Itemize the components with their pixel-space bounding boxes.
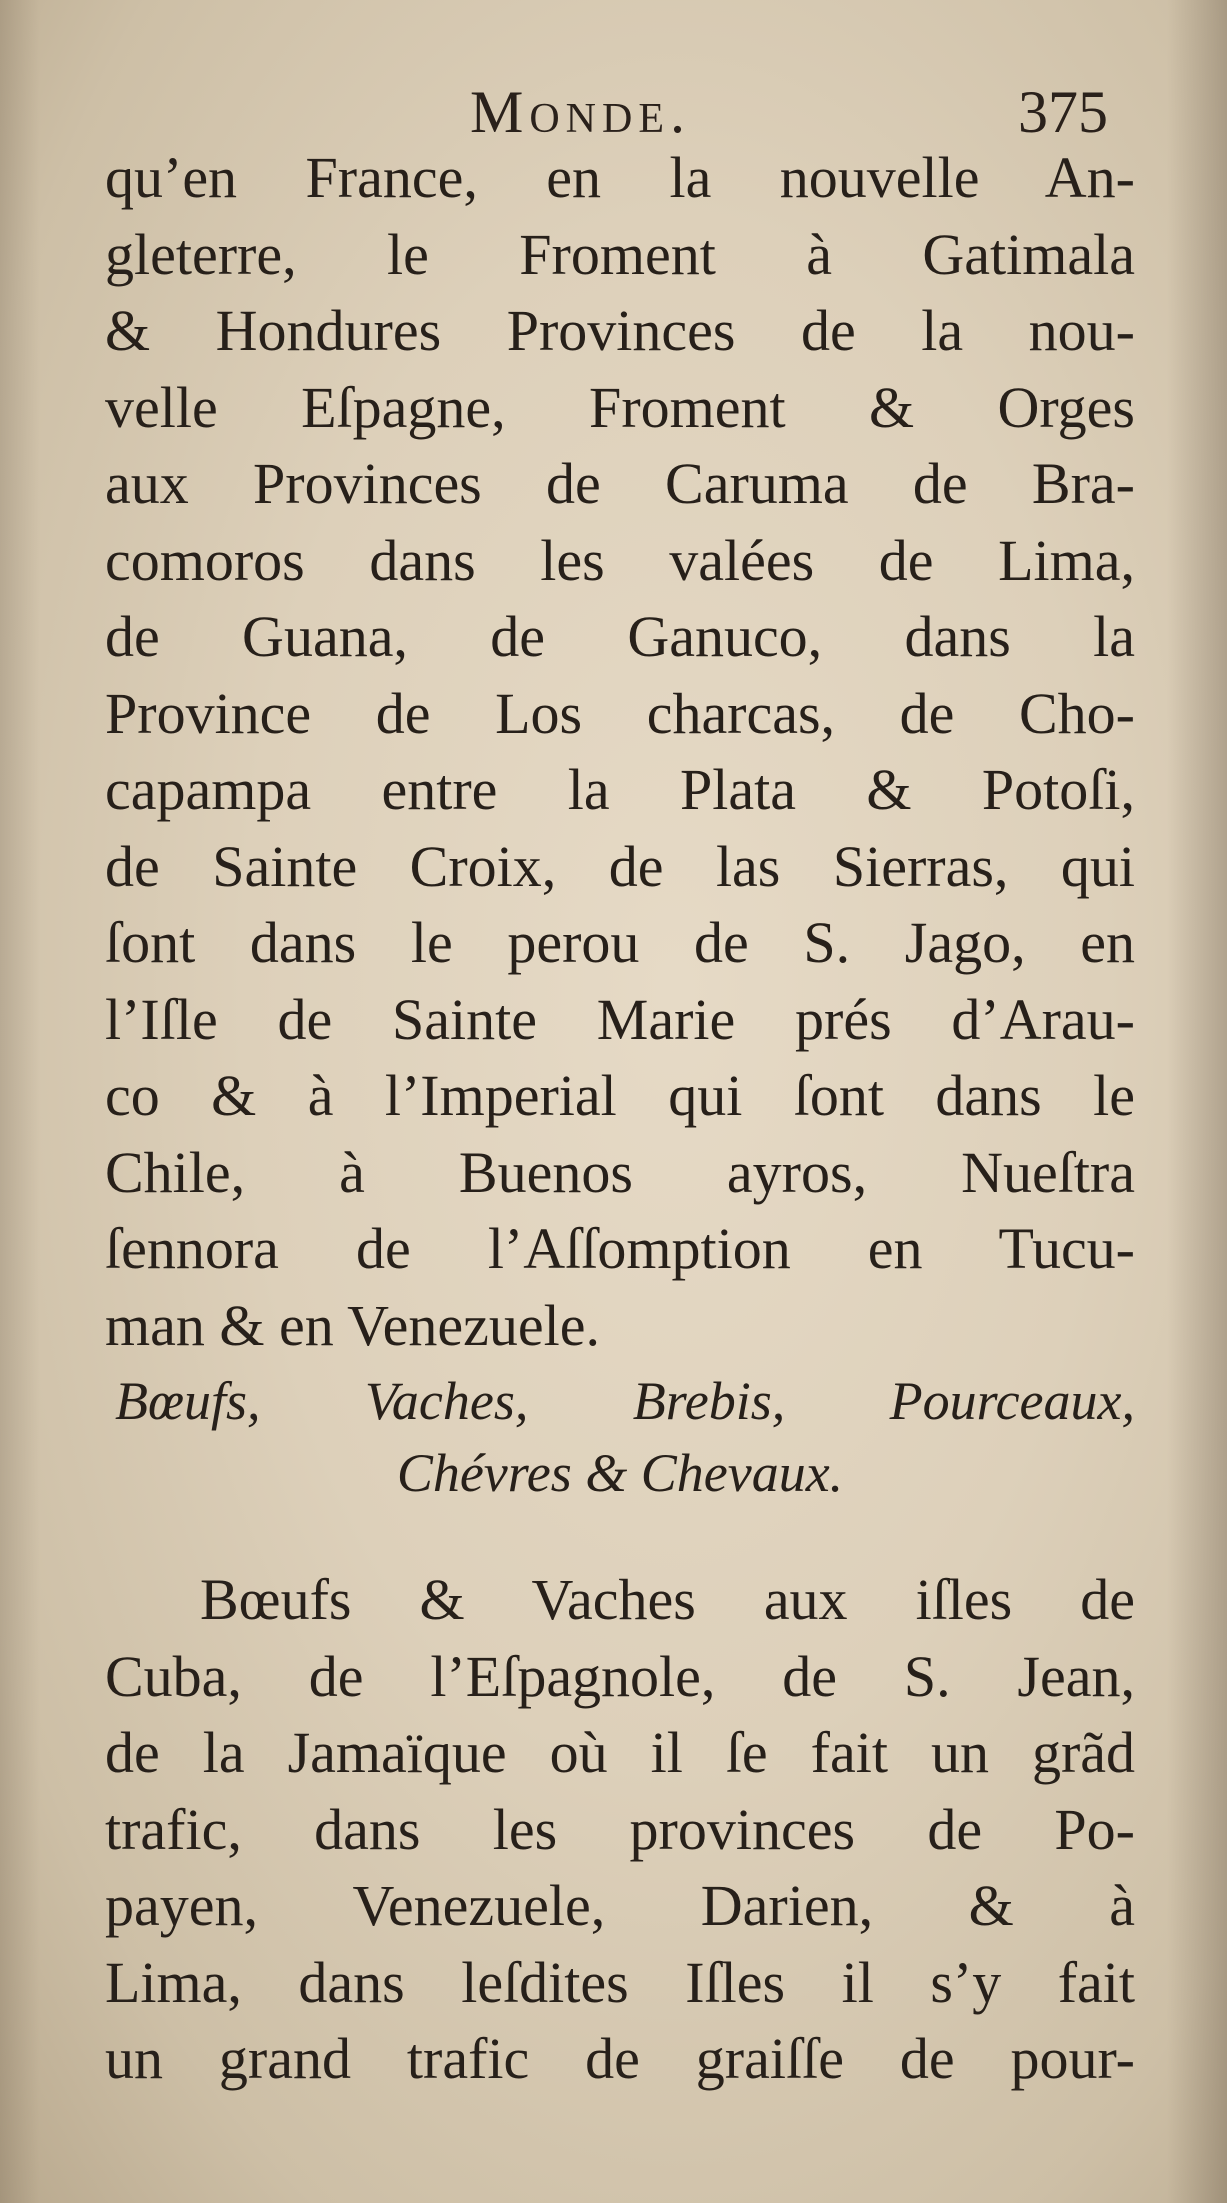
text-line: Cuba, de l’Eſpagnole, de S. Jean, — [105, 1643, 1135, 1709]
text-line: un grand trafic de graiſſe de pour- — [105, 2026, 1135, 2091]
text-line: man & en Venezuele. — [105, 1292, 600, 1358]
text-line: ſennora de l’Aſſomption en Tucu- — [105, 1216, 1135, 1281]
text-line: comoros dans les valées de Lima, — [105, 527, 1135, 593]
text-line: ſont dans le perou de S. Jago, en — [105, 910, 1135, 975]
text-line: Chile, à Buenos ayros, Nueſtra — [105, 1139, 1135, 1205]
text-line: l’Iſle de Sainte Marie prés d’Arau- — [105, 986, 1135, 1052]
text-line: aux Provinces de Caruma de Bra- — [105, 451, 1135, 516]
text-line: qu’en France, en la nouvelle An- — [105, 145, 1135, 210]
paragraph-2 — [105, 1562, 1135, 2098]
section-heading-line-2: Chévres & Chevaux. — [396, 1443, 844, 1503]
page-number: 375 — [1018, 79, 1108, 145]
text-line: & Hondures Provinces de la nou- — [105, 298, 1135, 363]
gutter-shadow — [0, 0, 40, 2203]
page-edge-shadow — [1167, 0, 1227, 2203]
text-line: Bœufs & Vaches aux iſles de — [200, 1567, 1135, 1632]
text-line: gleterre, le Froment à Gatimala — [105, 221, 1135, 287]
section-heading — [105, 1365, 1135, 1509]
text-line: de Guana, de Ganuco, dans la — [105, 604, 1135, 669]
text-line: capampa entre la Plata & Potoſi, — [105, 757, 1135, 822]
text-line: de Sainte Croix, de las Sierras, qui — [105, 833, 1135, 899]
page-header — [0, 78, 1227, 148]
running-head: Monde. — [470, 79, 691, 145]
text-line: co & à l’Imperial qui ſont dans le — [105, 1063, 1135, 1128]
text-line: payen, Venezuele, Darien, & à — [105, 1873, 1135, 1938]
text-line: de la Jamaïque où il ſe fait un grãd — [105, 1720, 1135, 1785]
text-line: velle Eſpagne, Froment & Orges — [105, 374, 1135, 440]
text-line: Lima, dans leſdites Iſles il s’y fait — [105, 1949, 1135, 2015]
text-line: Province de Los charcas, de Cho- — [105, 680, 1135, 746]
paragraph-1 — [105, 140, 1135, 1364]
text-line: trafic, dans les provinces de Po- — [105, 1796, 1135, 1862]
section-heading-line-1: Bœufs, Vaches, Brebis, Pourceaux, — [115, 1371, 1135, 1431]
